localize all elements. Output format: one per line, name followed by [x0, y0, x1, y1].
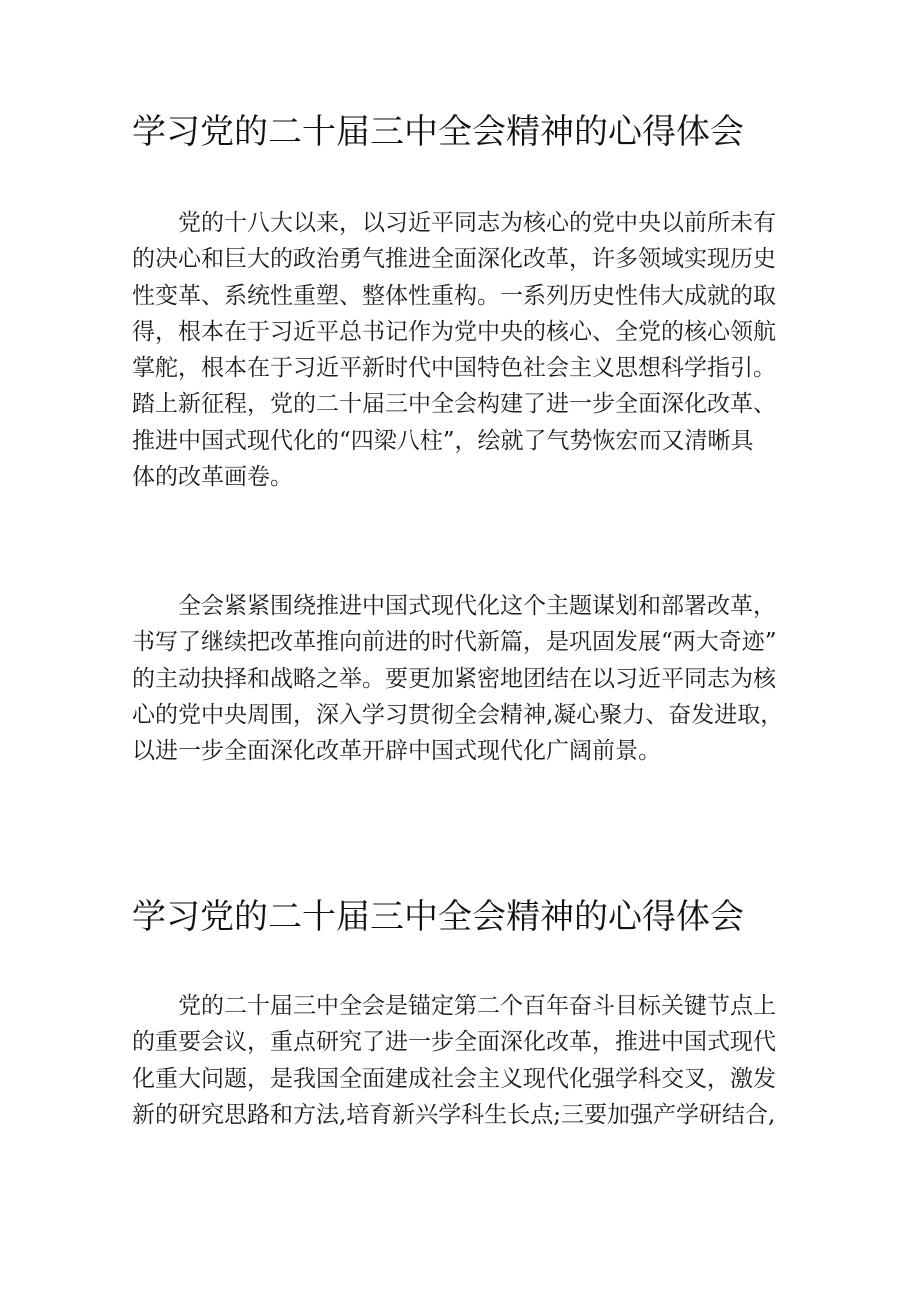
text-line: 新的研究思路和方法,培育新兴学科生长点;三要加强产学研结合, — [132, 1101, 776, 1128]
text-line: 的重要会议，重点研究了进一步全面深化改革，推进中国式现代 — [132, 1029, 776, 1056]
text-line: 得，根本在于习近平总书记作为党中央的核心、全党的核心领航 — [132, 318, 776, 345]
paragraph — [132, 988, 788, 1133]
text-line: 党的二十届三中全会是锚定第二个百年奋斗目标关键节点上 — [178, 993, 776, 1019]
text-line: 化重大问题，是我国全面建成社会主义现代化强学科交叉，激发 — [132, 1065, 776, 1092]
paragraph — [132, 205, 788, 495]
text-line: 全会紧紧围绕推进中国式现代化这个主题谋划和部署改革， — [178, 593, 776, 619]
text-line: 党的十八大以来，以习近平同志为核心的党中央以前所未有 — [178, 210, 776, 236]
text-line: 推进中国式现代化的“四梁八柱”，绘就了气势恢宏而又清晰具 — [132, 427, 754, 454]
text-line: 性变革、系统性重塑、整体性重构。一系列历史性伟大成就的取 — [132, 282, 776, 309]
text-line: 掌舵，根本在于习近平新时代中国特色社会主义思想科学指引。 — [132, 355, 776, 382]
text-line: 书写了继续把改革推向前进的时代新篇，是巩固发展“两大奇迹” — [132, 629, 777, 656]
text-line: 的决心和巨大的政治勇气推进全面深化改革，许多领域实现历史 — [132, 246, 776, 273]
text-line: 踏上新征程，党的二十届三中全会构建了进一步全面深化改革、 — [132, 391, 776, 418]
text-line: 以进一步全面深化改革开辟中国式现代化广阔前景。 — [132, 738, 661, 765]
text-line: 心的党中央周围，深入学习贯彻全会精神,凝心聚力、奋发进取， — [132, 701, 784, 728]
paragraph — [132, 588, 788, 769]
section-title: 学习党的二十届三中全会精神的心得体会 — [132, 112, 744, 152]
section-title: 学习党的二十届三中全会精神的心得体会 — [132, 897, 744, 937]
text-line: 的主动抉择和战略之举。要更加紧密地团结在以习近平同志为核 — [132, 665, 776, 692]
text-line: 体的改革画卷。 — [132, 464, 293, 491]
